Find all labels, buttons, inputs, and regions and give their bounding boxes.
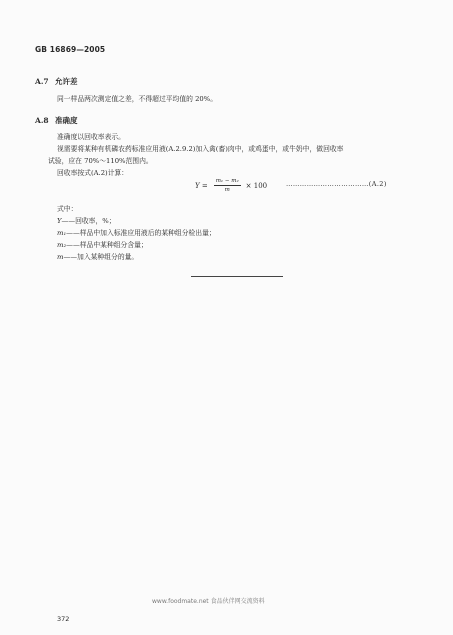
variable-definition xyxy=(57,215,116,225)
variable-description: ——样品中某种组分含量； xyxy=(66,241,148,249)
variable-definition xyxy=(57,251,138,261)
variable-definition xyxy=(57,239,148,249)
variable-symbol: Y xyxy=(57,217,62,225)
variable-description: ——回收率，%； xyxy=(61,217,116,225)
where-intro: 式中： xyxy=(57,205,78,213)
watermark-text: www.foodmate.net 食品伙伴网交流资料 xyxy=(152,598,265,605)
formula-fraction xyxy=(214,178,241,193)
page-number: 372 xyxy=(57,615,70,623)
formula-lhs: Y = xyxy=(195,181,208,190)
paragraph: 准确度以回收率表示。 xyxy=(57,133,125,141)
equation-number: ………………………………(A.2) xyxy=(286,180,387,188)
variable-definition xyxy=(57,227,216,237)
formula-denominator: m xyxy=(224,187,230,193)
variable-symbol: m₂ xyxy=(57,241,67,249)
standard-code: GB 16869—2005 xyxy=(35,45,106,54)
variable-symbol: m xyxy=(57,253,64,261)
variable-description: ——加入某种组分的量。 xyxy=(63,253,139,261)
variable-symbol: m₁ xyxy=(57,229,67,237)
variable-description: ——样品中加入标准应用液后的某种组分检出量； xyxy=(66,229,216,237)
section-heading-a8 xyxy=(35,115,78,126)
end-divider xyxy=(191,276,283,277)
paragraph: 回收率按式(A.2)计算： xyxy=(57,169,129,177)
paragraph: 视需要将某种有机磷农药标准应用液(A.2.9.2)加入禽(畜)肉中，或鸡蛋中，或牛奶中，做回收率 xyxy=(57,145,344,153)
section-number: A.7 xyxy=(35,77,49,86)
section-number: A.8 xyxy=(35,116,49,125)
formula-numerator: m₁ − m₂ xyxy=(215,178,239,184)
section-title: 允许差 xyxy=(55,77,78,86)
section-title: 准确度 xyxy=(55,116,78,125)
formula-multiplier: × 100 xyxy=(245,181,268,190)
formula xyxy=(195,178,267,193)
section-heading-a7 xyxy=(35,76,78,87)
paragraph: 同一样品两次测定值之差，不得超过平均值的 20%。 xyxy=(57,95,218,103)
paragraph-continuation: 试验，应在 70%～110%范围内。 xyxy=(48,157,153,165)
